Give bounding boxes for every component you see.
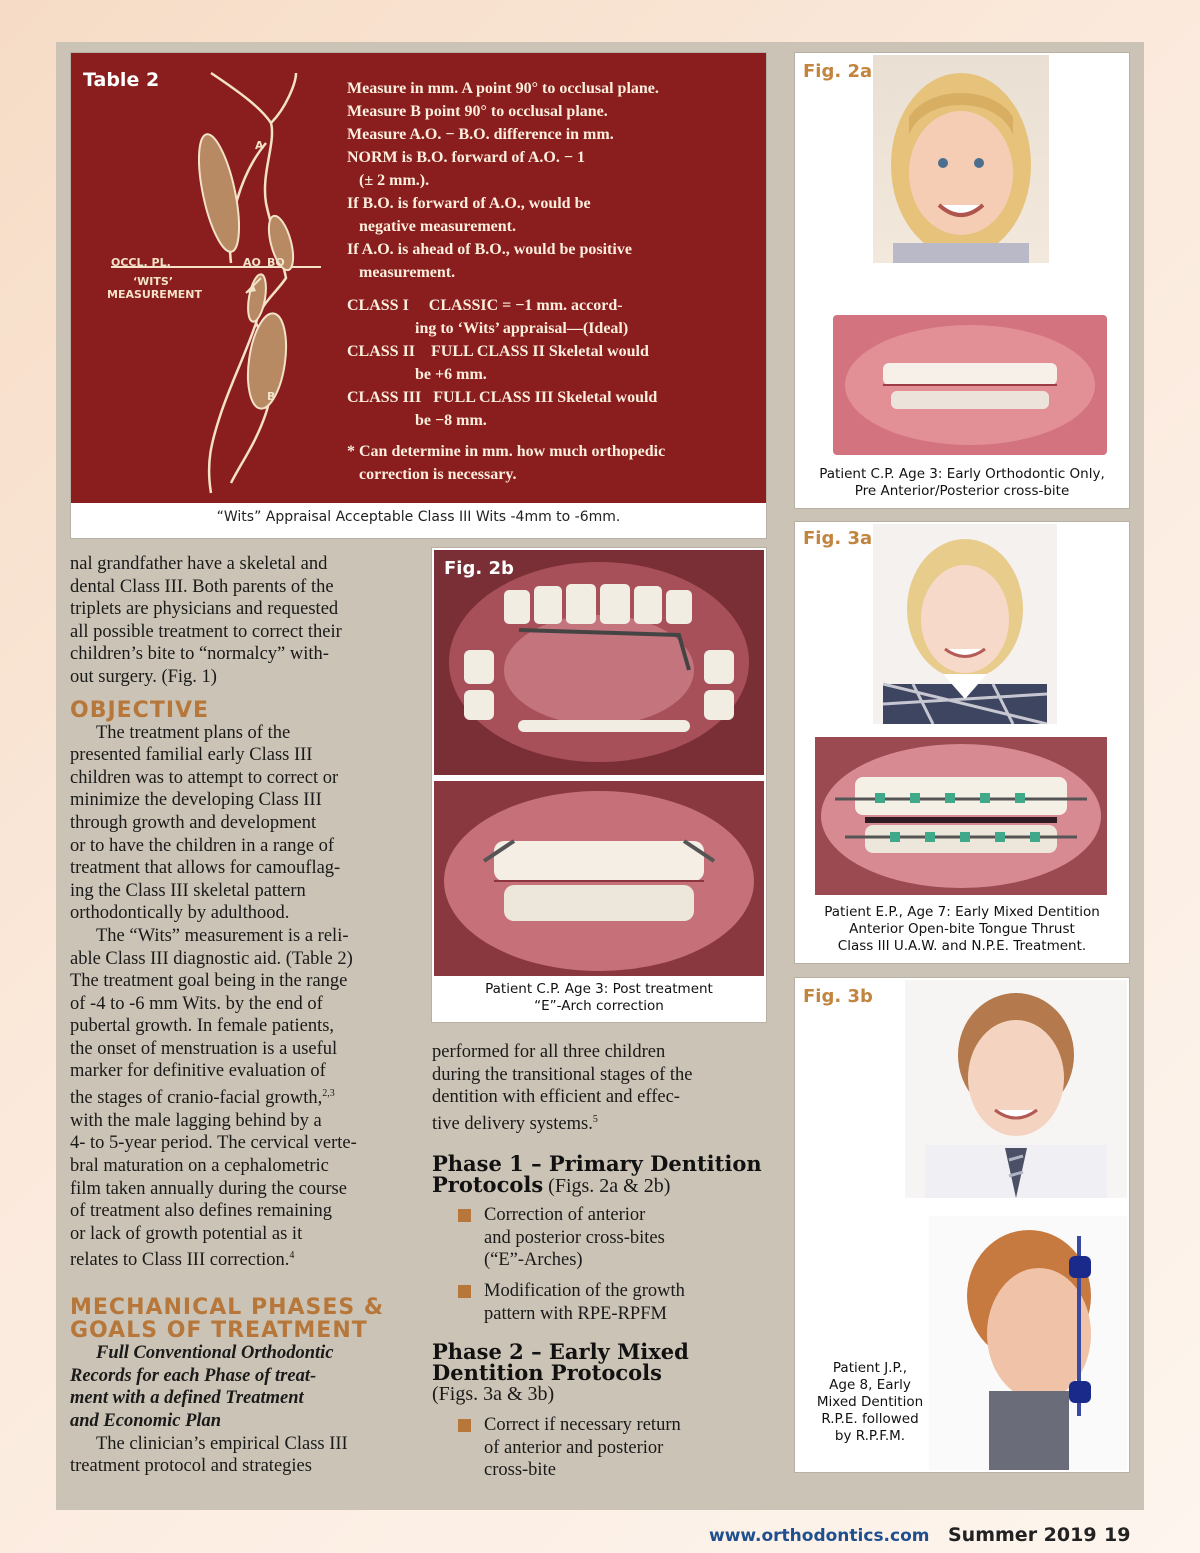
objective-line: through growth and development [70,812,317,833]
phase-2-heading [432,1341,772,1406]
wits-line: 4- to 5-year period. The cervical verte- [70,1133,357,1154]
wits-line: bral maturation on a cephalometric [70,1156,329,1176]
bullet-item [432,1414,772,1482]
caption-line: Patient J.P., [832,1360,908,1376]
objective-line: treatment that allows for camouflag- [70,858,341,879]
table-line: Measure in mm. A point 90° to occlusal plane. [347,80,659,97]
table-line: Measure A.O. − B.O. difference in mm. [347,126,614,143]
ao-label: AO [243,256,261,269]
child-portrait-photo-3a [873,524,1057,724]
table-2 [71,53,766,538]
point-a-label: A [255,139,264,152]
intro-line: out surgery. (Fig. 1) [70,666,217,687]
col2-line: dentition with efficient and effec- [432,1087,680,1108]
wits-line: film taken annually during the course [70,1178,347,1199]
phase-1-heading [432,1150,772,1199]
figure-3b-label: Fig. 3b [803,986,873,1007]
phase-figs-ref: (Figs. 2a & 2b) [543,1174,671,1197]
figure-3a-label: Fig. 3a [803,528,873,549]
table-line: * Can determine in mm. how much orthopedic [347,443,666,460]
table-line: measurement. [347,264,456,281]
col2-line-text: tive delivery systems. [432,1113,593,1134]
child-portrait-photo-3b [905,980,1127,1198]
mech-italic-line: Full Conventional Orthodontic [96,1343,334,1364]
objective-line: orthodontically by adulthood. [70,903,290,924]
mech-italic-line: and Economic Plan [70,1410,222,1431]
caption-line: by R.P.F.M. [834,1428,906,1444]
bullet-line: Modification of the growth [484,1280,685,1301]
caption-line: Class III U.A.W. and N.P.E. Treatment. [837,938,1087,954]
intro-line: triplets are physicians and requested [70,599,339,620]
figure-3a [795,522,1129,963]
wits-line: able Class III diagnostic aid. (Table 2) [70,948,353,969]
wits-appraisal-image [71,53,766,503]
bullet-square-icon [458,1209,471,1222]
reference-superscript: 2,3 [322,1088,335,1100]
wits-line [70,1245,420,1272]
bullet-line: and posterior cross-bites [484,1227,665,1248]
table-2-label: Table 2 [83,69,160,91]
wits-line: marker for definitive evaluation of [70,1061,326,1082]
table-line: (± 2 mm.). [347,172,430,189]
table-line: If B.O. is forward of A.O., would be [347,195,591,212]
table-line: CLASS I CLASSIC = −1 mm. accord- [347,297,623,314]
intro-line: all possible treatment to correct their [70,621,342,642]
wits-line-text: the stages of cranio-facial growth, [70,1088,323,1109]
teeth-photo-arch [434,550,764,775]
objective-line: presented familial early Class III [70,745,313,766]
wits-label: ‘WITS’ [133,275,174,288]
phase-heading-line: Phase 2 – Early Mixed [432,1339,689,1365]
caption-line: “E”-Arch correction [534,998,664,1014]
bullet-square-icon [458,1419,471,1432]
table-line: ing to ‘Wits’ appraisal—(Ideal) [347,320,629,337]
reference-superscript: 5 [592,1113,598,1125]
figure-2a-caption [795,466,1129,500]
caption-line: R.P.E. followed [821,1411,919,1427]
page-number: 19 [1104,1524,1131,1546]
wits-line: pubertal growth. In female patients, [70,1016,335,1037]
bullet-line: Correction of anterior [484,1205,646,1226]
wits-line: or lack of growth potential as it [70,1223,303,1244]
article-column-1 [70,553,420,1478]
objective-line: children was to attempt to correct or [70,767,339,788]
bullet-line: cross-bite [484,1460,556,1481]
table-line: be +6 mm. [347,366,487,383]
bullet-line: pattern with RPE-RPFM [484,1303,667,1324]
mech-line: treatment protocol and strategies [70,1456,312,1477]
point-b-label: B [267,390,276,403]
mech-italic-line: Records for each Phase of treat- [70,1365,317,1386]
reference-superscript: 4 [289,1250,295,1262]
heading-line: GOALS OF TREATMENT [70,1318,368,1344]
table-line: CLASS III FULL CLASS III Skeletal would [347,389,658,406]
intro-line: nal grandfather have a skeletal and [70,554,328,574]
teeth-photo-pre [833,315,1107,455]
caption-line: Patient C.P. Age 3: Post treatment [485,981,713,997]
wits-line: The “Wits” measurement is a reli- [96,925,349,946]
caption-line: Pre Anterior/Posterior cross-bite [854,483,1070,499]
phase-figs-ref: (Figs. 3a & 3b) [432,1383,555,1406]
intro-line: children’s bite to “normalcy” with- [70,644,329,665]
caption-line: Patient C.P. Age 3: Early Orthodontic Only, [819,466,1105,482]
measurement-label: MEASUREMENT [107,288,202,301]
figure-3b-caption [797,1360,943,1445]
bullet-square-icon [458,1285,471,1298]
bo-label: BO [267,256,285,269]
table-line: correction is necessary. [347,466,517,483]
wits-line: of -4 to -6 mm Wits. by the end of [70,993,323,1014]
wits-line: of treatment also defines remaining [70,1201,332,1222]
col2-line: during the transitional stages of the [432,1064,693,1085]
col2-line: performed for all three children [432,1042,666,1062]
heading-line: MECHANICAL PHASES & [70,1295,385,1321]
figure-2b [432,548,766,1022]
table-2-caption: “Wits” Appraisal Acceptable Class III Wits -4mm to -6mm. [216,509,621,525]
table-line: NORM is B.O. forward of A.O. − 1 [347,149,585,166]
intro-line: dental Class III. Both parents of the [70,576,334,597]
bullet-item [432,1204,772,1272]
caption-line: Mixed Dentition [816,1394,924,1410]
table-2-text [347,77,757,486]
figure-2b-caption [432,981,766,1015]
wits-line: with the male lagging behind by a [70,1110,322,1131]
mech-line: The clinician’s empirical Class III [96,1433,348,1454]
caption-line: Anterior Open-bite Tongue Thrust [849,921,1075,937]
figure-2a-label: Fig. 2a [803,61,873,82]
phase-heading-line: Protocols [432,1171,544,1197]
caption-line: Age 8, Early [829,1377,911,1393]
website-link[interactable]: www.orthodontics.com [709,1526,930,1546]
mechanical-heading [70,1296,420,1342]
occlusal-plane-label: OCCL. PL. [111,256,171,269]
col2-line [432,1109,772,1136]
objective-line: ing the Class III skeletal pattern [70,880,306,901]
teeth-photo-post [434,781,764,976]
caption-line: Patient E.P., Age 7: Early Mixed Dentition [824,904,1100,920]
wits-line: the onset of menstruation is a useful [70,1038,338,1059]
teeth-photo-braces [815,737,1107,895]
phase-heading-line: Phase 1 – Primary Dentition [432,1150,762,1176]
objective-line: or to have the children in a range of [70,835,335,856]
bullet-line: (“E”-Arches) [484,1250,583,1271]
objective-line: minimize the developing Class III [70,790,322,811]
wits-line-text: relates to Class III correction. [70,1250,290,1271]
table-line: CLASS II FULL CLASS II Skeletal would [347,343,649,360]
child-portrait-photo [873,55,1049,263]
bullet-line: Correct if necessary return [484,1415,681,1436]
phase-heading-line: Dentition Protocols [432,1360,662,1386]
bullet-item [432,1280,772,1325]
table-line: If A.O. is ahead of B.O., would be positive [347,241,632,258]
child-profile-facemask-photo [929,1216,1127,1470]
article-column-2 [432,1041,772,1482]
table-line: Measure B point 90° to occlusal plane. [347,103,608,120]
figure-3b [795,978,1129,1472]
objective-line: The treatment plans of the [96,722,291,743]
objective-heading: OBJECTIVE [70,697,210,723]
wits-line [70,1083,420,1110]
figure-2b-label: Fig. 2b [444,558,514,579]
bullet-line: of anterior and posterior [484,1437,664,1458]
mech-italic-line: ment with a defined Treatment [70,1388,304,1409]
figure-2a [795,53,1129,508]
issue-label: Summer 2019 [948,1524,1097,1546]
wits-line: The treatment goal being in the range [70,971,348,992]
figure-3a-caption [795,904,1129,955]
table-line: negative measurement. [347,218,516,235]
table-line: be −8 mm. [347,412,487,429]
